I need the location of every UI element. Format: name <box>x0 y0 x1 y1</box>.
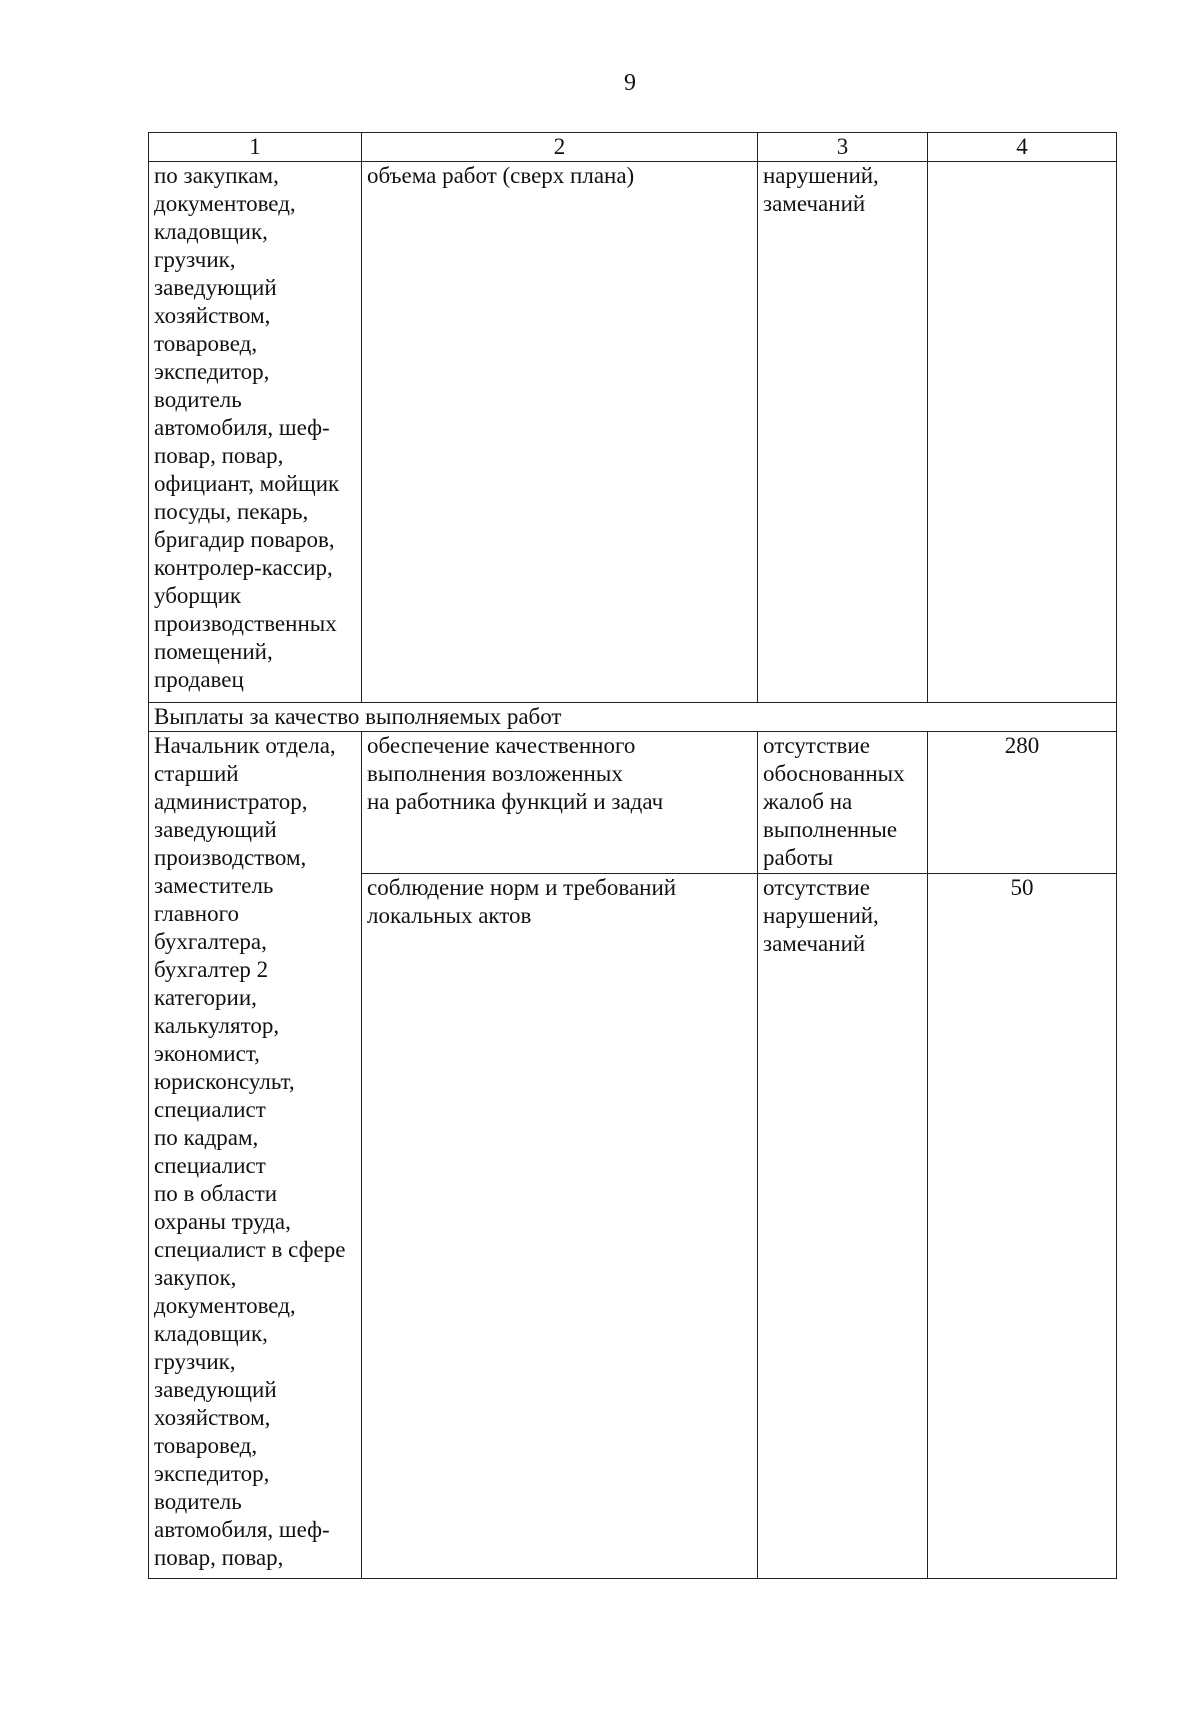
position-line: экспедитор, <box>154 359 270 384</box>
criteria-line: выполненные <box>763 817 898 842</box>
position-line: продавец <box>154 667 244 692</box>
position-line: бухгалтер 2 <box>154 957 269 982</box>
header-col-1: 1 <box>149 133 362 162</box>
amount-cell <box>928 162 1117 703</box>
position-line: заведующий <box>154 1377 277 1402</box>
indicator-cell <box>362 874 758 1579</box>
table-header-row <box>149 133 1117 162</box>
positions-cell <box>149 162 362 703</box>
position-line: главного <box>154 901 239 926</box>
position-line: товаровед, <box>154 331 258 356</box>
amount-cell: 50 <box>928 874 1117 1579</box>
position-line: закупок, <box>154 1265 237 1290</box>
position-line: повар, повар, <box>154 1545 284 1570</box>
position-line: по кадрам, <box>154 1125 259 1150</box>
position-line: документовед, <box>154 191 296 216</box>
position-line: хозяйством, <box>154 303 271 328</box>
position-line: грузчик, <box>154 1349 236 1374</box>
position-line: повар, повар, <box>154 443 284 468</box>
criteria-line: отсутствие <box>763 875 870 900</box>
position-line: помещений, <box>154 639 273 664</box>
position-line: старший <box>154 761 239 786</box>
position-line: категории, <box>154 985 257 1010</box>
indicator-line: локальных актов <box>367 903 532 928</box>
position-line: по закупкам, <box>154 163 279 188</box>
section-title: Выплаты за качество выполняемых работ <box>149 703 1117 732</box>
criteria-line: жалоб на <box>763 789 853 814</box>
position-line: кладовщик, <box>154 1321 268 1346</box>
criteria-line: замечаний <box>763 191 866 216</box>
position-line: заведующий <box>154 817 277 842</box>
payments-table <box>148 132 1117 1579</box>
position-line: специалист <box>154 1097 266 1122</box>
position-line: заместитель <box>154 873 274 898</box>
page-number: 9 <box>624 70 636 96</box>
position-line: экономист, <box>154 1041 260 1066</box>
position-line: специалист в сфере <box>154 1237 346 1262</box>
position-line: по в области <box>154 1181 278 1206</box>
position-line: экспедитор, <box>154 1461 270 1486</box>
position-line: товаровед, <box>154 1433 258 1458</box>
position-line: уборщик <box>154 583 242 608</box>
position-line: контролер-кассир, <box>154 555 333 580</box>
indicator-cell <box>362 732 758 874</box>
criteria-cell <box>758 874 928 1579</box>
position-line: автомобиля, шеф- <box>154 415 330 440</box>
header-col-4: 4 <box>928 133 1117 162</box>
header-col-3: 3 <box>758 133 928 162</box>
position-line: специалист <box>154 1153 266 1178</box>
position-line: кладовщик, <box>154 219 268 244</box>
position-line: бухгалтера, <box>154 929 267 954</box>
position-line: администратор, <box>154 789 308 814</box>
criteria-line: отсутствие <box>763 733 870 758</box>
header-col-2: 2 <box>362 133 758 162</box>
position-line: водитель <box>154 387 242 412</box>
position-line: Начальник отдела, <box>154 733 336 758</box>
criteria-cell <box>758 732 928 874</box>
position-line: грузчик, <box>154 247 236 272</box>
table-row <box>149 162 1117 703</box>
position-line: документовед, <box>154 1293 296 1318</box>
position-line: калькулятор, <box>154 1013 280 1038</box>
position-line: автомобиля, шеф- <box>154 1517 330 1542</box>
indicator-line: обеспечение качественного <box>367 733 636 758</box>
criteria-line: замечаний <box>763 931 866 956</box>
indicator-line: выполнения возложенных <box>367 761 623 786</box>
criteria-line: нарушений, <box>763 903 879 928</box>
position-line: официант, мойщик <box>154 471 340 496</box>
criteria-line: нарушений, <box>763 163 879 188</box>
position-line: производством, <box>154 845 307 870</box>
position-line: юрисконсульт, <box>154 1069 295 1094</box>
indicator-cell: объема работ (сверх плана) <box>362 162 758 703</box>
section-row <box>149 703 1117 732</box>
criteria-cell <box>758 162 928 703</box>
position-line: бригадир поваров, <box>154 527 335 552</box>
position-line: охраны труда, <box>154 1209 291 1234</box>
position-line: посуды, пекарь, <box>154 499 309 524</box>
position-line: производственных <box>154 611 337 636</box>
amount-cell: 280 <box>928 732 1117 874</box>
positions-cell <box>149 732 362 1579</box>
position-line: водитель <box>154 1489 242 1514</box>
indicator-line: соблюдение норм и требований <box>367 875 677 900</box>
criteria-line: обоснованных <box>763 761 905 786</box>
indicator-line: на работника функций и задач <box>367 789 664 814</box>
table-row <box>149 732 1117 874</box>
criteria-line: работы <box>763 845 834 870</box>
position-line: заведующий <box>154 275 277 300</box>
position-line: хозяйством, <box>154 1405 271 1430</box>
